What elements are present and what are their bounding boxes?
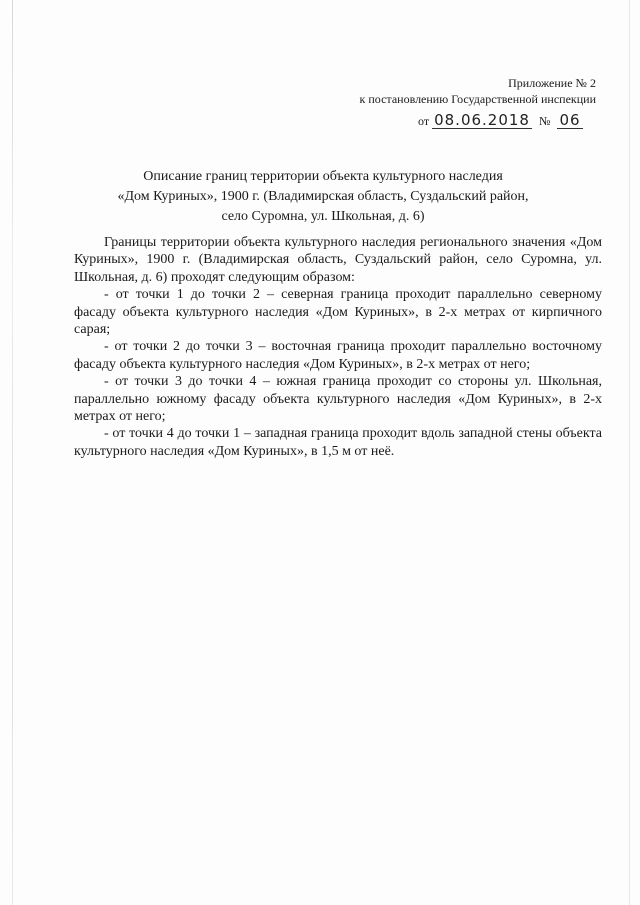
handwritten-date: 08.06.2018: [434, 111, 530, 129]
appendix-header: [360, 75, 596, 107]
title-line-1: Описание границ территории объекта культурного наследия: [143, 169, 503, 184]
title-line-3: село Суромна, ул. Школьная, д. 6): [221, 209, 425, 224]
date-prefix: от: [418, 114, 430, 128]
resolution-date-line: [418, 112, 583, 129]
appendix-number: Приложение № 2: [508, 76, 596, 90]
number-prefix: №: [538, 114, 551, 128]
intro-paragraph: Границы территории объекта культурного наследия регионального значения «Дом Куриных», 1900 г. (Владимирская область, Суздальский район, село Суромна, ул. Школьная, д. 6) проходят следующим образом:: [74, 235, 602, 285]
appendix-reference: к постановлению Государственной инспекции: [359, 92, 596, 106]
scan-edge-right: [629, 0, 630, 905]
boundary-point-1-2: - от точки 1 до точки 2 – северная граница проходит параллельно северному фасаду объекта культурного наследия «Дом Куриных», в 2-х метрах от кирпичного сарая;: [74, 287, 602, 338]
document-body: [74, 234, 602, 460]
handwritten-number: 06: [559, 111, 581, 129]
title-line-2: «Дом Куриных», 1900 г. (Владимирская область, Суздальский район,: [117, 189, 529, 204]
boundary-point-3-4: - от точки 3 до точки 4 – южная граница проходит со стороны ул. Школьная, параллельно южному фасаду объекта культурного наследия «Дом Куриных», в 2-х метрах от него;: [74, 374, 602, 425]
boundary-point-2-3: - от точки 2 до точки 3 – восточная граница проходит параллельно восточному фасаду объекта культурного наследия «Дом Куриных», в 2-х метрах от него;: [74, 339, 602, 372]
document-title: [90, 167, 556, 227]
boundary-point-4-1: - от точки 4 до точки 1 – западная граница проходит вдоль западной стены объекта культурного наследия «Дом Куриных», в 1,5 м от неё.: [74, 426, 602, 459]
scan-edge-left: [12, 0, 13, 905]
